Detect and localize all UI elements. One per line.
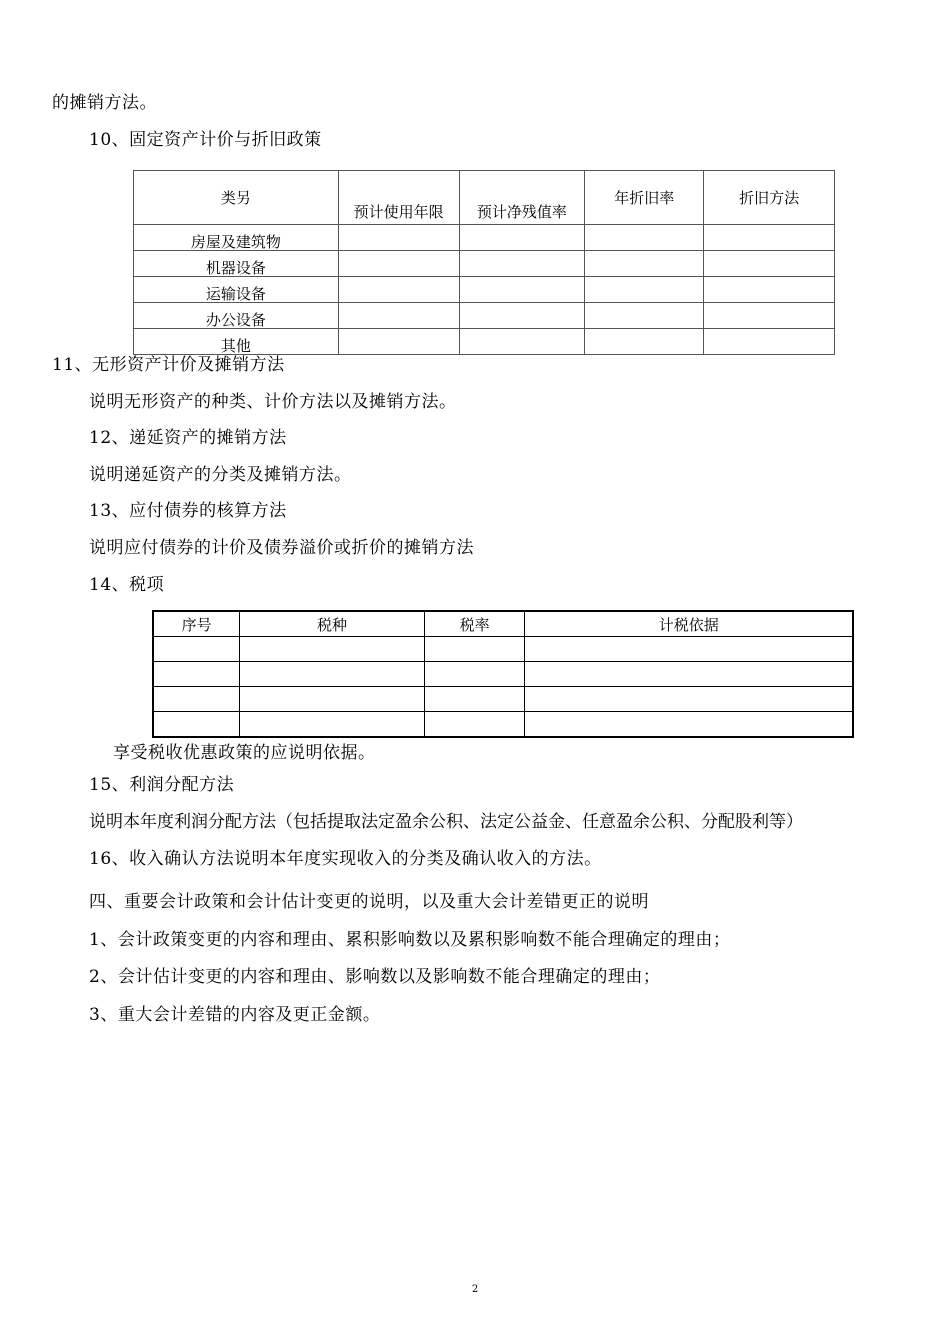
- table-cell: [240, 662, 424, 687]
- header-tax-rate: 税率: [424, 611, 525, 637]
- section-heading-fixed-assets: 10、固定资产计价与折旧政策: [89, 130, 322, 150]
- table-cell: [424, 662, 525, 687]
- table-cell: [338, 303, 459, 329]
- header-tax-type: 税种: [240, 611, 424, 637]
- row-label: 运输设备: [134, 277, 339, 303]
- section-heading-deferred: 12、递延资产的摊销方法: [89, 428, 287, 448]
- table-row: [153, 712, 853, 738]
- table-cell: [585, 277, 704, 303]
- table-cell: [338, 251, 459, 277]
- table-row: [153, 637, 853, 662]
- section-heading-revenue: 16、收入确认方法说明本年度实现收入的分类及确认收入的方法。: [89, 849, 602, 869]
- fixed-asset-depreciation-table: [133, 170, 835, 355]
- header-residual-rate: 预计净残值率: [459, 171, 585, 225]
- table-row: [134, 225, 835, 251]
- section-heading-tax: 14、税项: [89, 575, 165, 595]
- table-cell: [240, 637, 424, 662]
- text-line: 的摊销方法。: [52, 93, 157, 113]
- text-line: 享受税收优惠政策的应说明依据。: [113, 743, 376, 763]
- text-line: 3、重大会计差错的内容及更正金额。: [89, 1005, 381, 1025]
- table-cell: [704, 277, 835, 303]
- header-serial: 序号: [153, 611, 240, 637]
- table-row: [134, 277, 835, 303]
- text-line: 说明递延资产的分类及摊销方法。: [89, 465, 352, 485]
- tax-table: [152, 610, 854, 738]
- table-cell: [585, 251, 704, 277]
- table-cell: [704, 329, 835, 355]
- table-cell: [585, 303, 704, 329]
- table-cell: [153, 662, 240, 687]
- table-cell: [704, 303, 835, 329]
- table-row: [153, 662, 853, 687]
- text-line: 说明应付债券的计价及债券溢价或折价的摊销方法: [89, 538, 474, 558]
- table-row: [134, 251, 835, 277]
- table-cell: [459, 303, 585, 329]
- table-header-row: [153, 611, 853, 637]
- section-heading-policy-change: 四、重要会计政策和会计估计变更的说明，以及重大会计差错更正的说明: [89, 892, 649, 912]
- table-row: [153, 687, 853, 712]
- table-cell: [459, 251, 585, 277]
- table-cell: [153, 687, 240, 712]
- table-cell: [525, 662, 853, 687]
- header-tax-basis: 计税依据: [525, 611, 853, 637]
- table-cell: [240, 687, 424, 712]
- header-depreciation-rate: 年折旧率: [585, 171, 704, 225]
- table-cell: [459, 329, 585, 355]
- header-depreciation-method: 折旧方法: [704, 171, 835, 225]
- text-line: 说明本年度利润分配方法（包括提取法定盈余公积、法定公益金、任意盈余公积、分配股利等）: [89, 812, 803, 832]
- section-heading-profit: 15、利润分配方法: [89, 775, 235, 795]
- table-cell: [338, 225, 459, 251]
- table-cell: [338, 329, 459, 355]
- table-cell: [585, 329, 704, 355]
- table-cell: [459, 277, 585, 303]
- text-line: 2、会计估计变更的内容和理由、影响数以及影响数不能合理确定的理由；: [89, 967, 661, 987]
- table-cell: [424, 687, 525, 712]
- table-cell: [585, 225, 704, 251]
- row-label: 办公设备: [134, 303, 339, 329]
- table-cell: [338, 277, 459, 303]
- table-row: [134, 329, 835, 355]
- table-cell: [424, 637, 525, 662]
- table-cell: [424, 712, 525, 738]
- table-row: [134, 303, 835, 329]
- table-cell: [704, 225, 835, 251]
- section-heading-bonds: 13、应付债券的核算方法: [89, 501, 287, 521]
- text-line: 说明无形资产的种类、计价方法以及摊销方法。: [89, 392, 457, 412]
- text-line: 1、会计政策变更的内容和理由、累积影响数以及累积影响数不能合理确定的理由；: [89, 930, 731, 950]
- table-cell: [525, 687, 853, 712]
- table-cell: [240, 712, 424, 738]
- table-cell: [459, 225, 585, 251]
- table-cell: [525, 637, 853, 662]
- row-label: 房屋及建筑物: [134, 225, 339, 251]
- table-cell: [525, 712, 853, 738]
- row-label: 机器设备: [134, 251, 339, 277]
- table-header-row: [134, 171, 835, 225]
- table-cell: [153, 712, 240, 738]
- header-useful-life: 预计使用年限: [338, 171, 459, 225]
- section-heading-intangible: 11、无形资产计价及摊销方法: [52, 355, 285, 375]
- table-cell: [704, 251, 835, 277]
- table-cell: [153, 637, 240, 662]
- header-category: 类另: [134, 171, 339, 225]
- page-number: 2: [471, 1284, 479, 1295]
- row-label: 其他: [134, 329, 339, 355]
